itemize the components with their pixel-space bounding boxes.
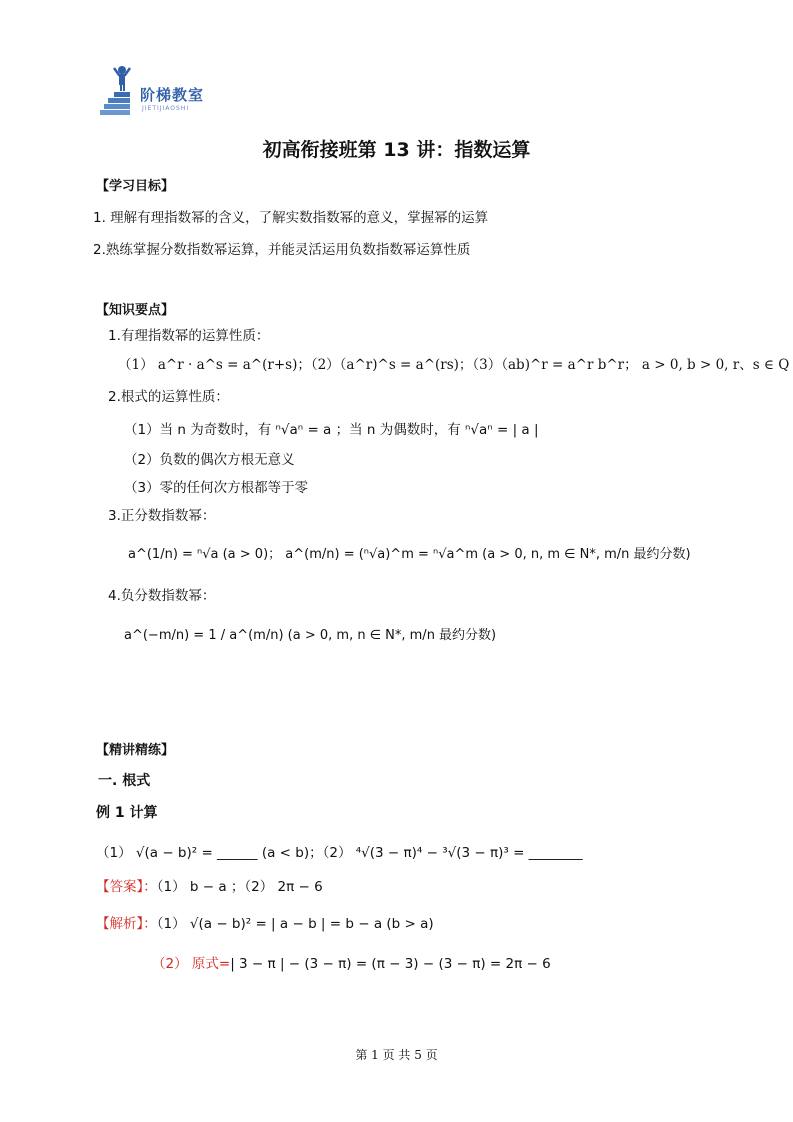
knowledge-heading: 【知识要点】 <box>96 303 175 318</box>
logo <box>100 62 230 122</box>
knowledge-p1-title: 1.有理指数幂的运算性质： <box>108 328 270 344</box>
page-title: 初高衔接班第 13 讲：指数运算 <box>262 139 531 161</box>
knowledge-p2-item-2: （2）负数的偶次方根无意义 <box>124 452 295 468</box>
example-question: （1） √(a − b)² = ______ (a < b)；（2） ⁴√(3 − π)⁴ − ³√(3 − π)³ = ________ <box>96 845 583 861</box>
knowledge-p3-formula: a^(1/n) = ⁿ√a (a > 0)； a^(m/n) = (ⁿ√a)^m = ⁿ√a^m (a > 0, n, m ∈ N*, m/n 最约分数) <box>128 547 691 562</box>
page-footer: 第 1 页 共 5 页 <box>355 1048 438 1062</box>
logo-text: 阶梯教室 <box>140 86 205 104</box>
goal-item-1: 1. 理解有理指数幂的含义，了解实数指数幂的意义，掌握幂的运算 <box>93 210 489 226</box>
knowledge-p2-title: 2.根式的运算性质： <box>108 389 229 405</box>
section-title: 一. 根式 <box>98 773 151 789</box>
practice-heading: 【精讲精练】 <box>96 743 175 758</box>
answer-label: 【答案】： <box>96 879 157 895</box>
answer-text: （1） b − a ；（2） 2π − 6 <box>156 879 323 895</box>
knowledge-p1-formula: （1） a^r · a^s = a^(r+s)；（2）（a^r)^s = a^(rs)；（3）（ab)^r = a^r b^r； a > 0, b > 0, r、s ∈ Q <box>118 357 790 373</box>
knowledge-p2-item-1: （1）当 n 为奇数时，有 ⁿ√aⁿ = a ；当 n 为偶数时，有 ⁿ√aⁿ = | a | <box>124 422 539 438</box>
knowledge-p4-formula: a^(−m/n) = 1 / a^(m/n) (a > 0, m, n ∈ N*, m/n 最约分数) <box>124 628 497 643</box>
answer-line <box>96 875 323 895</box>
knowledge-p2-item-3: （3）零的任何次方根都等于零 <box>124 480 309 496</box>
analysis-step-2-label: （2） 原式= <box>152 956 231 972</box>
analysis-line-2 <box>152 952 551 972</box>
logo-icon <box>100 62 140 122</box>
analysis-label: 【解析】： <box>96 916 157 932</box>
analysis-line-1 <box>96 912 434 932</box>
analysis-step-2: | 3 − π | − (3 − π) = (π − 3) − (3 − π) = 2π − 6 <box>230 956 551 972</box>
goals-heading: 【学习目标】 <box>96 179 175 194</box>
analysis-step-1: （1） √(a − b)² = | a − b | = b − a (b > a) <box>156 916 434 932</box>
logo-subtitle: JIETIJIAOSHI <box>142 105 190 112</box>
knowledge-p3-title: 3.正分数指数幂： <box>108 508 216 524</box>
knowledge-p4-title: 4.负分数指数幂： <box>108 588 216 604</box>
goal-item-2: 2.熟练掌握分数指数幂运算，并能灵活运用负数指数幂运算性质 <box>93 242 471 258</box>
example-title: 例 1 计算 <box>96 805 158 821</box>
